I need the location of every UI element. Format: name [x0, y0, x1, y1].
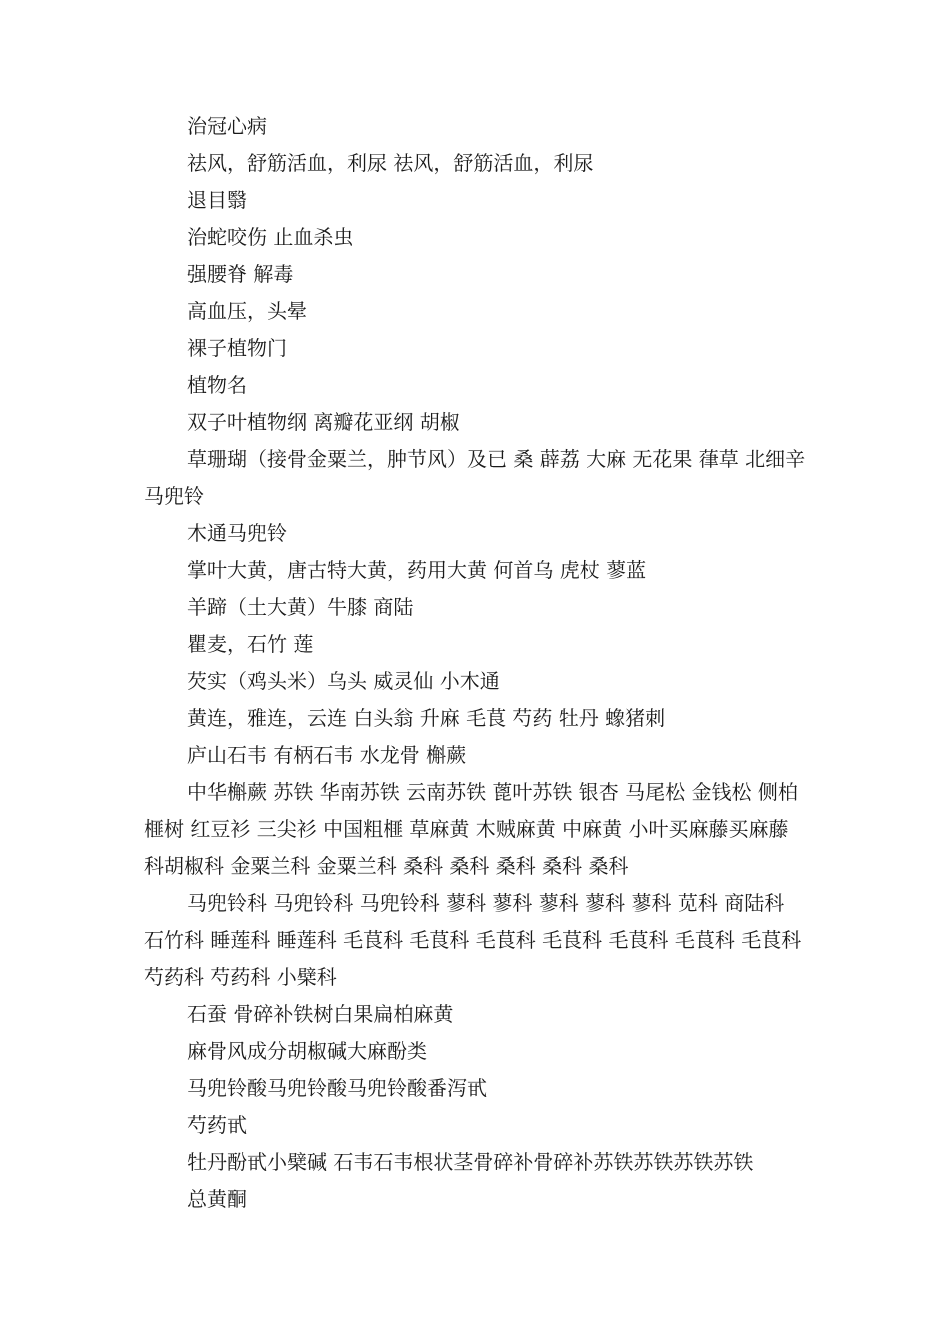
paragraph: 强腰脊 解毒: [187, 262, 294, 286]
paragraph: 治冠心病: [187, 114, 267, 138]
paragraph: 木通马兜铃: [187, 521, 287, 545]
paragraph: 中华槲蕨 苏铁 华南苏铁 云南苏铁 蓖叶苏铁 银杏 马尾松 金钱松 侧柏 榧树 红豆衫 三尖衫 中国粗榧 草麻黄 木贼麻黄 中麻黄 小叶买麻藤买麻藤 科胡椒科 金粟兰科 金粟兰科 桑科 桑科 桑科 桑科 桑科: [144, 780, 798, 878]
document-body: [144, 108, 810, 1218]
paragraph: 裸子植物门: [187, 336, 287, 360]
paragraph: 羊蹄（土大黄）牛膝 商陆: [187, 595, 414, 619]
paragraph: 马兜铃科 马兜铃科 马兜铃科 蓼科 蓼科 蓼科 蓼科 蓼科 苋科 商陆科 石竹科 睡莲科 睡莲科 毛茛科 毛茛科 毛茛科 毛茛科 毛茛科 毛茛科 毛茛科 芍药科 芍药科 小檗科: [144, 891, 802, 989]
paragraph: 草珊瑚（接骨金粟兰，肿节风）及已 桑 薜荔 大麻 无花果 葎草 北细辛 马兜铃: [144, 447, 806, 508]
paragraph: 芡实（鸡头米）乌头 威灵仙 小木通: [187, 669, 500, 693]
paragraph: 牡丹酚甙小檗碱 石韦石韦根状茎骨碎补骨碎补苏铁苏铁苏铁苏铁: [187, 1150, 754, 1174]
paragraph: 芍药甙: [187, 1113, 247, 1137]
paragraph: 双子叶植物纲 离瓣花亚纲 胡椒: [187, 410, 460, 434]
paragraph: 高血压，头晕: [187, 299, 307, 323]
paragraph: 庐山石韦 有柄石韦 水龙骨 槲蕨: [187, 743, 467, 767]
paragraph: 植物名: [187, 373, 247, 397]
paragraph: 掌叶大黄，唐古特大黄，药用大黄 何首乌 虎杖 蓼蓝: [187, 558, 647, 582]
paragraph: 总黄酮: [187, 1187, 247, 1211]
paragraph: 麻骨风成分胡椒碱大麻酚类: [187, 1039, 427, 1063]
paragraph: 祛风，舒筋活血，利尿 祛风，舒筋活血，利尿: [187, 151, 594, 175]
paragraph: 马兜铃酸马兜铃酸马兜铃酸番泻甙: [187, 1076, 487, 1100]
paragraph: 瞿麦，石竹 莲: [187, 632, 314, 656]
paragraph: 石蚕 骨碎补铁树白果扁柏麻黄: [187, 1002, 454, 1026]
paragraph: 黄连，雅连，云连 白头翁 升麻 毛茛 芍药 牡丹 蟓猪刺: [187, 706, 666, 730]
paragraph: 治蛇咬伤 止血杀虫: [187, 225, 354, 249]
paragraph: 退目翳: [187, 188, 247, 212]
